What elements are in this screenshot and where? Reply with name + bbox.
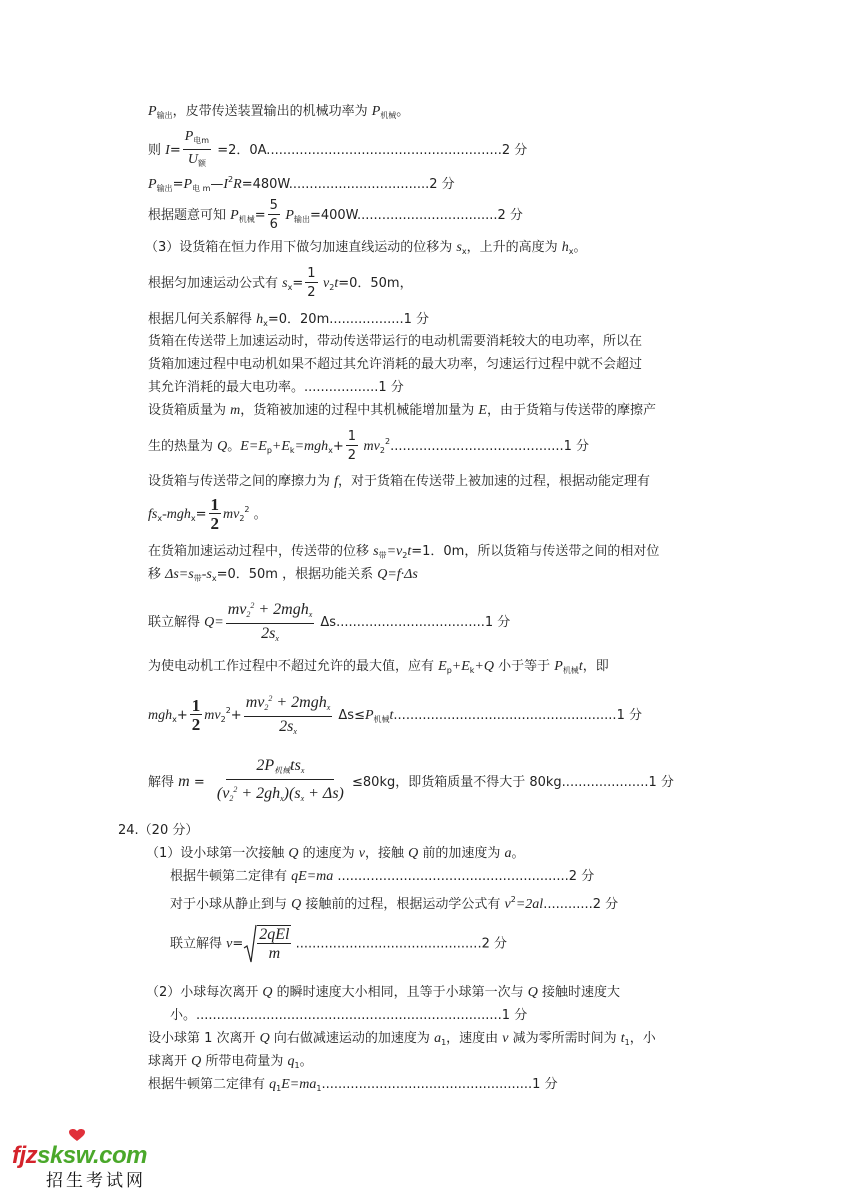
text-segment: + 2gh: [237, 785, 281, 802]
line-p-mech-400: [148, 197, 523, 234]
text-segment: 生的热量为: [148, 439, 218, 454]
text-segment: +: [230, 708, 242, 723]
text-segment: 2: [233, 785, 238, 794]
fraction: [257, 925, 291, 963]
text-segment: 2: [347, 448, 357, 463]
paragraph-line: 其允许消耗的最大电功率。..................1 分: [148, 380, 404, 395]
text-segment: + 2mgh: [254, 601, 309, 618]
fraction: [268, 197, 280, 234]
text-segment: I: [165, 143, 170, 158]
text-segment: ，接触: [365, 846, 409, 861]
text-segment: 机械: [562, 666, 579, 675]
text-segment: 1: [307, 266, 316, 281]
text-segment: +E: [451, 659, 470, 674]
text-segment: Q: [527, 985, 538, 1000]
radical-sign-icon: [243, 924, 257, 964]
text-segment: P: [148, 104, 157, 119]
line-current: [148, 128, 527, 173]
text-segment: [186, 150, 208, 173]
text-segment: ，速度由: [446, 1031, 503, 1046]
text-segment: [277, 717, 299, 741]
text-segment: 2: [307, 285, 316, 300]
text-segment: 2: [228, 175, 234, 184]
text-segment: s: [282, 276, 288, 291]
text-segment: ，小: [629, 1031, 656, 1046]
text-segment: 。: [396, 104, 410, 119]
fraction: [209, 496, 222, 533]
text-segment: 电 m: [192, 184, 211, 193]
line-charge: [148, 1053, 313, 1075]
text-segment: =1．0m，所以货箱与传送带之间的相对位: [411, 544, 660, 559]
logo-subtitle: 招生考试网: [46, 1171, 146, 1191]
line-part1-intro: [146, 845, 525, 863]
text-segment: Δs≤: [334, 708, 365, 723]
text-segment: x: [280, 794, 284, 803]
text-segment: P: [183, 177, 193, 192]
text-segment: 带: [193, 574, 202, 583]
text-segment: 2: [246, 610, 251, 619]
line-part3-intro: [145, 239, 586, 261]
text-segment: a: [504, 846, 512, 861]
text-segment: Q: [291, 897, 302, 912]
text-segment: [215, 780, 346, 808]
text-segment: v: [358, 846, 366, 861]
text-segment: +Q: [474, 659, 494, 674]
text-segment: =: [292, 276, 304, 291]
text-segment: ......................................................1 分: [393, 708, 642, 723]
text-segment: 2: [210, 514, 219, 533]
text-segment: P: [148, 177, 157, 192]
text-segment: x: [172, 715, 177, 724]
line-part2-intro: [146, 984, 620, 1002]
text-segment: 为使电动机工作过程中不超过允许的最大值，应有: [148, 659, 439, 674]
line-mass-solution: [148, 757, 674, 808]
line-kinematics: [170, 891, 618, 914]
line-condition: [148, 658, 609, 680]
text-segment: 2: [510, 895, 516, 904]
text-segment: Q: [262, 985, 273, 1000]
text-segment: =2al: [515, 897, 544, 912]
text-segment: v: [226, 936, 233, 952]
text-segment: 对于小球从静止到与: [170, 897, 292, 912]
text-segment: —: [210, 177, 224, 192]
text-segment: =480W..................................2 分: [241, 177, 455, 192]
text-segment: + 2mgh: [272, 694, 327, 711]
text-segment: =: [172, 177, 184, 192]
text-segment: +: [176, 708, 188, 723]
text-segment: Q: [408, 846, 419, 861]
text-segment: fjz: [12, 1142, 38, 1169]
site-logo[interactable]: [12, 1128, 147, 1192]
text-segment: qE=ma: [291, 869, 334, 884]
text-segment: 所带电荷量为: [201, 1054, 288, 1069]
text-segment: x: [293, 727, 297, 736]
text-segment: =0．50m，: [338, 276, 413, 291]
text-segment: ≤80kg，即货箱质量不得大于 80kg.....................1 分: [347, 775, 674, 790]
text-segment: =: [169, 143, 181, 158]
text-segment: P: [281, 208, 294, 223]
text-segment: q: [287, 1054, 295, 1069]
text-segment: 2: [384, 437, 391, 446]
text-segment: v: [319, 276, 330, 291]
fraction: [305, 265, 317, 302]
line-p-output-480: [148, 171, 455, 198]
line-work-energy: [148, 496, 267, 533]
text-segment: mv: [204, 708, 221, 723]
text-segment: x: [211, 574, 217, 583]
fraction: [190, 697, 203, 734]
text-segment: 2: [239, 514, 245, 523]
text-segment: x: [308, 610, 313, 619]
text-segment: x: [157, 514, 163, 523]
text-segment: 2: [264, 703, 269, 712]
text-segment: Δs....................................1 分: [316, 615, 511, 630]
text-segment: 2: [329, 283, 335, 292]
text-segment: （1）设小球第一次接触: [146, 846, 289, 861]
text-segment: 联立解得: [148, 615, 205, 630]
text-segment: （3）设货箱在恒力作用下做匀加速直线运动的位移为: [145, 240, 457, 255]
text-segment: 根据匀加速运动公式有: [148, 276, 283, 291]
text-segment: 2s: [261, 625, 276, 642]
text-segment: mv: [223, 507, 240, 522]
text-segment: 2: [191, 715, 201, 734]
text-segment: 额: [197, 159, 206, 168]
text-segment: 向右做减速运动的加速度为: [269, 1031, 435, 1046]
line-inequality: [148, 690, 642, 741]
text-segment: [226, 597, 315, 624]
text-segment: =0．50m ，根据功能关系: [216, 567, 378, 582]
text-segment: m: [268, 945, 281, 962]
text-segment: [259, 624, 281, 648]
text-segment: s: [456, 240, 462, 255]
text-segment: =: [232, 936, 244, 952]
line-mass: [148, 402, 656, 420]
text-segment: 小于等于: [493, 659, 555, 674]
text-segment: m: [178, 773, 190, 790]
text-segment: x: [328, 446, 333, 455]
text-segment: ，由于货箱与传送带的摩擦产: [486, 403, 656, 418]
text-segment: x: [287, 283, 293, 292]
text-segment: 2P: [256, 757, 275, 774]
text-segment: 接触前的过程，根据运动学公式有: [301, 897, 505, 912]
text-segment: =mgh: [294, 439, 329, 454]
text-segment: Q=: [204, 615, 224, 630]
text-segment: 输出: [156, 184, 173, 193]
text-segment: 2qEl: [259, 926, 290, 943]
text-segment: 输出: [156, 111, 173, 120]
text-segment: ，对于货箱在传送带上被加速的过程，根据动能定理有: [338, 474, 651, 489]
text-segment: ts: [290, 757, 301, 774]
line-part2-cont: 小。..........................................................................1 分: [170, 1008, 528, 1023]
square-root: [243, 924, 291, 964]
text-segment: mv: [245, 694, 265, 711]
text-segment: 机械: [238, 215, 255, 224]
text-segment: 设小球第 1 次离开: [148, 1031, 260, 1046]
text-segment: 减为零所需时间为: [508, 1031, 621, 1046]
text-segment: 设货箱与传送带之间的摩擦力为: [148, 474, 335, 489]
text-segment: E: [438, 659, 447, 674]
text-segment: 1: [347, 429, 357, 444]
text-segment: mv: [227, 601, 247, 618]
text-segment: 2: [379, 446, 385, 455]
line-p-output: [148, 103, 409, 125]
text-segment: +: [332, 439, 344, 454]
text-segment: 则: [148, 143, 166, 158]
text-segment: x: [326, 703, 331, 712]
line-q-solution: [148, 597, 510, 648]
text-segment: x: [190, 514, 196, 523]
text-segment: R: [233, 177, 242, 192]
text-segment: 2: [244, 505, 250, 514]
text-segment: t: [620, 1031, 625, 1046]
text-segment: x: [300, 766, 305, 775]
line-newton: [170, 868, 594, 886]
text-segment: [226, 757, 334, 780]
text-segment: P: [184, 129, 194, 144]
text-segment: （2）小球每次离开: [146, 985, 263, 1000]
text-segment: 。: [299, 1054, 313, 1069]
text-segment: 。: [511, 846, 525, 861]
text-segment: 2: [225, 706, 231, 715]
line-friction: [148, 473, 650, 491]
text-segment: 2: [402, 551, 408, 560]
text-segment: 。: [573, 240, 587, 255]
text-segment: t: [407, 544, 412, 559]
text-segment: 前的加速度为: [418, 846, 505, 861]
text-segment: Q: [217, 439, 228, 454]
text-segment: v: [502, 1031, 509, 1046]
text-segment: Δs=s: [165, 567, 194, 582]
text-segment: 机械: [274, 766, 291, 775]
line-newton-2: [148, 1076, 558, 1098]
text-segment: Q: [191, 1054, 202, 1069]
fraction: [226, 597, 315, 648]
line-relative-displacement: [148, 566, 418, 588]
text-segment: h: [256, 312, 264, 327]
text-segment: 机械: [380, 111, 397, 120]
text-segment: 1: [191, 696, 201, 715]
text-segment: [69, 1129, 85, 1141]
fraction: [244, 690, 333, 741]
text-segment: 的速度为: [298, 846, 359, 861]
paragraph-line: 货箱在传送带上加速运动时，带动传送带运行的电动机需要消耗较大的电功率，所以在: [148, 334, 643, 349]
text-segment: 2s: [279, 718, 294, 735]
text-segment: p: [266, 446, 272, 455]
text-segment: 根据几何关系解得: [148, 312, 257, 327]
text-segment: x: [263, 319, 268, 328]
text-segment: k: [289, 446, 295, 455]
text-segment: p: [446, 666, 452, 675]
text-segment: -mgh: [162, 507, 191, 522]
text-segment: +E: [271, 439, 290, 454]
text-segment: ..........................................1 分: [390, 439, 590, 454]
logo-brand: [12, 1142, 147, 1170]
text-segment: ............2 分: [543, 897, 619, 912]
line-velocity: [170, 924, 507, 964]
text-segment: =400W..................................2 分: [309, 208, 523, 223]
paragraph-line: 货箱加速过程中电动机如果不超过其允许消耗的最大功率，匀速运行过程中就不会超过: [148, 357, 643, 372]
text-segment: =v: [386, 544, 403, 559]
text-segment: 2: [220, 715, 226, 724]
text-segment: I: [223, 177, 229, 192]
text-segment: ，货箱被加速的过程中其机械能增加量为: [240, 403, 479, 418]
heart-icon: [68, 1128, 86, 1142]
text-segment: mgh: [148, 708, 173, 723]
text-segment: fs: [148, 507, 158, 522]
text-segment: (v: [216, 785, 230, 802]
text-segment: =: [195, 507, 207, 522]
text-segment: 1: [624, 1038, 630, 1047]
text-segment: E=ma: [281, 1077, 317, 1092]
text-segment: 1: [441, 1038, 447, 1047]
text-segment: =0．20m..................1 分: [267, 312, 430, 327]
text-segment: 2: [229, 794, 234, 803]
text-segment: 1: [210, 495, 219, 514]
text-segment: P: [230, 208, 239, 223]
text-segment: Q: [259, 1031, 270, 1046]
fraction: [215, 757, 346, 808]
text-segment: 带: [378, 551, 387, 560]
question-24-heading: 24.（20 分）: [118, 823, 199, 838]
text-segment: t: [578, 659, 583, 674]
line-sx: [148, 265, 413, 302]
text-segment: k: [469, 666, 475, 675]
fraction: [183, 128, 211, 173]
text-segment: t: [389, 708, 394, 723]
text-segment: 。: [249, 507, 267, 522]
text-segment: [244, 925, 256, 962]
text-segment: =: [254, 208, 266, 223]
text-segment: )(s: [283, 785, 301, 802]
text-segment: a: [434, 1031, 442, 1046]
text-segment: mv: [360, 439, 380, 454]
text-segment: ...................................................1 分: [321, 1077, 558, 1092]
text-segment: ，上升的高度为: [466, 240, 562, 255]
text-segment: h: [561, 240, 569, 255]
text-segment: U: [187, 152, 198, 167]
text-segment: 1: [276, 1084, 282, 1093]
text-segment: P: [554, 659, 563, 674]
text-segment: m: [230, 403, 241, 418]
line-energy: [148, 428, 589, 465]
text-segment: .............................................2 分: [291, 936, 507, 952]
text-segment: 球离开: [148, 1054, 192, 1069]
text-segment: Q=f·Δs: [377, 567, 418, 582]
text-segment: x: [568, 247, 574, 256]
text-segment: 电m: [193, 136, 210, 145]
text-segment: P: [364, 708, 374, 723]
text-segment: x: [275, 634, 279, 643]
line-belt-displacement: [148, 543, 659, 565]
text-segment: 2: [268, 694, 273, 703]
text-segment: ，皮带传送装置输出的机械功率为: [172, 104, 372, 119]
text-segment: 设货箱质量为: [148, 403, 231, 418]
text-segment: 解得: [148, 775, 179, 790]
text-segment: v: [504, 897, 511, 912]
text-segment: 。: [227, 439, 241, 454]
text-segment: E: [478, 403, 487, 418]
text-segment: x: [461, 247, 467, 256]
text-segment: 根据牛顿第二定律有: [170, 869, 292, 884]
text-segment: 的瞬时速度大小相同，且等于小球第一次与: [272, 985, 528, 1000]
text-segment: [183, 128, 211, 150]
text-segment: 2: [250, 601, 255, 610]
text-segment: P: [371, 104, 381, 119]
text-segment: 根据题意可知: [148, 208, 231, 223]
text-segment: Q: [288, 846, 299, 861]
fraction: [346, 428, 358, 465]
text-segment: q: [269, 1077, 277, 1092]
text-segment: ，即: [582, 659, 609, 674]
text-segment: E=E: [240, 439, 267, 454]
text-segment: =: [189, 775, 209, 790]
text-segment: + Δs): [304, 785, 344, 802]
text-segment: =2．0A.........................................................2 分: [213, 143, 528, 158]
text-segment: 在货箱加速运动过程中，传送带的位移: [148, 544, 374, 559]
text-segment: [244, 690, 333, 717]
text-segment: 5: [269, 198, 278, 213]
text-segment: 机械: [373, 715, 390, 724]
text-segment: sksw.com: [37, 1142, 148, 1169]
text-segment: 1: [316, 1084, 322, 1093]
line-hx: [148, 311, 429, 333]
text-segment: -s: [201, 567, 212, 582]
text-segment: 6: [269, 217, 278, 232]
text-segment: s: [373, 544, 379, 559]
text-segment: 输出: [293, 215, 310, 224]
text-segment: t: [334, 276, 339, 291]
text-segment: x: [300, 794, 305, 803]
text-segment: f: [334, 474, 339, 489]
text-segment: 接触时速度大: [537, 985, 621, 1000]
text-segment: 移: [148, 567, 166, 582]
line-deceleration: [148, 1030, 656, 1052]
text-segment: 根据牛顿第二定律有: [148, 1077, 270, 1092]
text-segment: 1: [294, 1061, 300, 1070]
text-segment: ........................................................2 分: [333, 869, 595, 884]
text-segment: 联立解得: [170, 936, 227, 952]
